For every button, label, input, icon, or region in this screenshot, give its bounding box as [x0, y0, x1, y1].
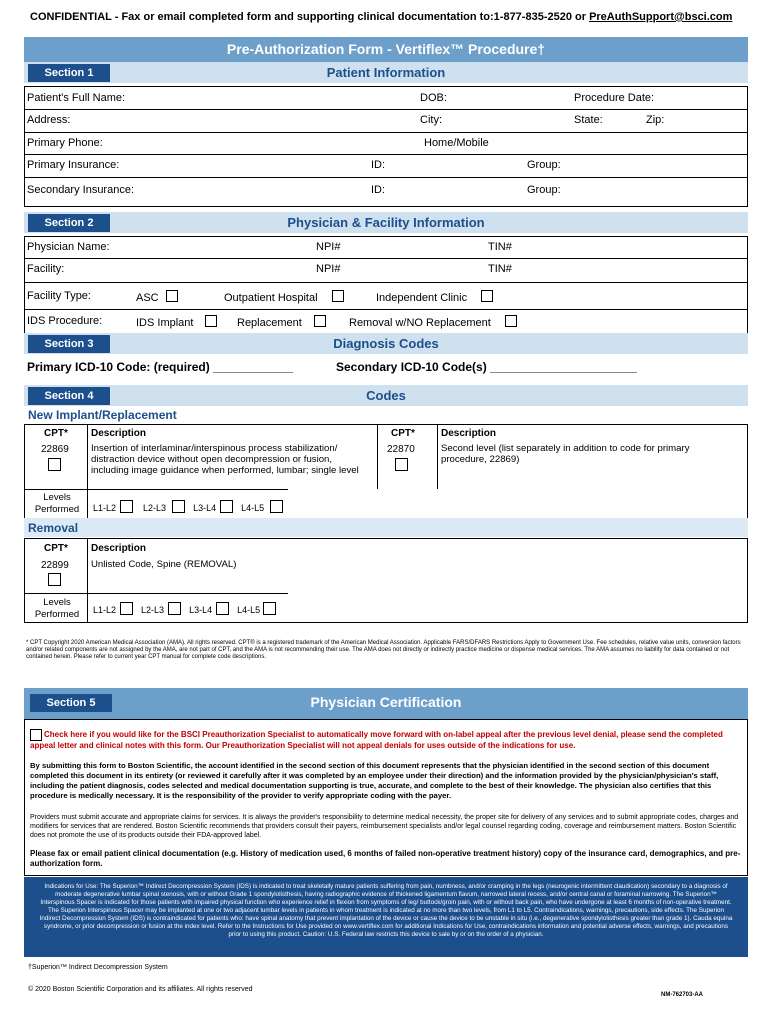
level-l4-l5-label: L4-L5: [241, 503, 265, 513]
level-l1-l2-label: L1-L2: [93, 605, 117, 615]
indications-text: Indications for Use: The Superion™ Indirect Decompression System (IDS) is indicated to treat skeletally mature patients suffering from pain, numbness, and/or cramping in the legs (neurogenic intermittent claudication) secondary to a diagnosis of moderate degenerative lumbar spinal stenosis, with or without Grade 1 spondylolisthesis, having radiographic evidence of thickened ligamentum flavum, narrowed lateral recess, and/or central canal or foraminal narrowing. The Superion™ Interspinous Spacer is indicated for those patients with impaired physical function who experience relief in flexion from symptoms of leg/ buttock/groin pain, with or without back pain, who have undergone at least 6 months of non-operative treatment. The Superion Interspinous Spacer may be implanted at one or two adjacent lumbar levels in patients in whom treatment is indicated at no more than two levels, from L1 to L5. Contraindications, warnings, precautions, side effects. The Superion Indirect Decompression System (IDS) is contraindicated for patients who: have spinal anatomy that prevent implantation of the device or cause the device to be unstable in situ (i.e., degenerative spondylolisthesis greater than grade 1). Cauda equina syndrome, or prior decompression or fusion at the index level. Refer to the Instructions for Use provided on www.vertiflex.com for additional Indications for Use, contraindications information and potential adverse effects, warnings, and precautions prior to using this product. Caution: U.S. Federal law restricts this device to sale by or on the order of a physician.: [39, 883, 733, 938]
secondary-insurance-field[interactable]: Secondary Insurance:: [27, 184, 135, 196]
confidential-header: [30, 11, 732, 23]
replacement-checkbox[interactable]: [314, 315, 326, 327]
independent-option[interactable]: [376, 290, 493, 304]
form-title: Pre-Authorization Form - Vertiflex™ Procedure†: [24, 37, 748, 62]
asc-option[interactable]: [136, 290, 178, 304]
primary-icd-field[interactable]: Primary ICD-10 Code: (required) ____________: [27, 360, 294, 374]
primary-id-field[interactable]: ID:: [371, 159, 386, 171]
cpt-code-22870: 22870: [387, 444, 415, 455]
removal-no-label: Removal w/NO Replacement: [349, 317, 491, 329]
tin-field-2[interactable]: TIN#: [488, 263, 512, 275]
primary-group-field[interactable]: Group:: [527, 159, 561, 171]
cpt-22899-checkbox[interactable]: [48, 573, 61, 586]
section3-title: Diagnosis Codes: [333, 336, 439, 351]
independent-checkbox[interactable]: [481, 290, 493, 302]
desc-22870: Second level (list separately in addition to code for primary procedure, 22869): [441, 443, 690, 466]
document-id: NM-762703-AA: [661, 992, 704, 998]
cpt-header-3: CPT*: [44, 543, 68, 554]
level-l3-l4-label: L3-L4: [189, 605, 213, 615]
section3-tag: Section 3: [28, 335, 110, 353]
procedure-date-field[interactable]: Procedure Date:: [574, 92, 655, 104]
removal-level-l3-l4-checkbox[interactable]: [216, 602, 229, 615]
secondary-id-field[interactable]: ID:: [371, 184, 386, 196]
ids-procedure-label: IDS Procedure:: [27, 315, 103, 327]
npi-field-2[interactable]: NPI#: [316, 263, 341, 275]
level-l2-l3-label: L2-L3: [143, 503, 167, 513]
section5-header: [24, 688, 748, 719]
removal-bar: [24, 518, 748, 537]
certification-text: By submitting this form to Boston Scientific, the account identified in the second section of this document represents that the physician identified in the second section of this document completed this document in its entirety (or reviewed it carefully after it was completed by an employee under their direction) and the information provided by the physician/physician's staff, including the patient diagnosis, codes selected and medical documentation supporting is true, accurate, and complete to the best of their knowledge. The physician also certifies that this procedure is medically necessary. It is the responsibility of the provider to verify appropriate coding with the payer.: [30, 761, 719, 800]
section4-title: Codes: [366, 388, 406, 403]
appeal-text: Check here if you would like for the BSCI Preauthorization Specialist to automatically move forward with on-label appeal after the previous level denial, please send the completed appeal letter and clinical notes with this form. Our Preauthorization Specialist will not appeal denials for uses outside of the indications for use.: [30, 730, 723, 750]
level-l4-l5-label: L4-L5: [237, 605, 261, 615]
cpt-header-1: CPT*: [44, 428, 68, 439]
npi-field-1[interactable]: NPI#: [316, 241, 341, 253]
level-l4-l5-checkbox[interactable]: [270, 500, 283, 513]
section4-header: [24, 385, 748, 406]
asc-label: ASC: [136, 292, 159, 304]
removal-level-l1-l2-checkbox[interactable]: [120, 602, 133, 615]
section1-title: Patient Information: [326, 65, 446, 80]
city-field[interactable]: City:: [420, 114, 442, 126]
cpt-22869-checkbox[interactable]: [48, 458, 61, 471]
replacement-label: Replacement: [237, 317, 302, 329]
removal-heading: Removal: [28, 521, 79, 535]
tin-field-1[interactable]: TIN#: [488, 241, 512, 253]
ids-implant-option[interactable]: [136, 315, 217, 329]
removal-no-option[interactable]: [349, 315, 517, 329]
section5-tag: Section 5: [30, 694, 112, 712]
footnote: †Superion™ Indirect Decompression System: [28, 964, 168, 971]
section5-title: Physician Certification: [310, 694, 462, 710]
cpt-code-22869: 22869: [41, 444, 69, 455]
section4-tag: Section 4: [28, 387, 110, 405]
section2-title: Physician & Facility Information: [287, 215, 485, 230]
primary-phone-field[interactable]: Primary Phone:: [27, 137, 103, 149]
dob-field[interactable]: DOB:: [420, 92, 447, 104]
new-implant-heading: New Implant/Replacement: [28, 408, 177, 422]
secondary-group-field[interactable]: Group:: [527, 184, 561, 196]
levels-label-1: Levels Performed: [34, 492, 80, 515]
level-l2-l3-label: L2-L3: [141, 605, 165, 615]
levels-options-1: [93, 500, 283, 513]
desc-header-3: Description: [91, 543, 147, 554]
outpatient-checkbox[interactable]: [332, 290, 344, 302]
address-field[interactable]: Address:: [27, 114, 71, 126]
facility-type-label: Facility Type:: [27, 290, 91, 302]
replacement-option[interactable]: [237, 315, 326, 329]
level-l3-l4-checkbox[interactable]: [220, 500, 233, 513]
section2-header: [24, 212, 748, 233]
removal-level-l2-l3-checkbox[interactable]: [168, 602, 181, 615]
cpt-header-2: CPT*: [391, 428, 415, 439]
level-l1-l2-checkbox[interactable]: [120, 500, 133, 513]
levels-label-2: Levels Performed: [34, 597, 80, 620]
desc-header-1: Description: [91, 428, 147, 439]
ids-implant-checkbox[interactable]: [205, 315, 217, 327]
indications-box: [24, 877, 748, 957]
section1-tag: Section 1: [28, 64, 110, 82]
email-link[interactable]: PreAuthSupport@bsci.com: [589, 11, 733, 23]
desc-header-2: Description: [441, 428, 497, 439]
section2-tag: Section 2: [28, 214, 110, 232]
desc-22899: Unlisted Code, Spine (REMOVAL): [91, 559, 237, 570]
cpt-22870-checkbox[interactable]: [395, 458, 408, 471]
asc-checkbox[interactable]: [166, 290, 178, 302]
section3-header: [24, 333, 748, 354]
patient-name-field[interactable]: Patient's Full Name:: [27, 92, 126, 104]
home-mobile-field[interactable]: Home/Mobile: [424, 137, 489, 149]
state-field[interactable]: State:: [574, 114, 603, 126]
outpatient-option[interactable]: [224, 290, 344, 304]
primary-insurance-field[interactable]: Primary Insurance:: [27, 159, 120, 171]
desc-22869: Insertion of interlaminar/interspinous process stabilization/ distraction device without open decompression or fusion, including image guidance when performed, lumbar; single level: [91, 443, 359, 477]
physician-name-field[interactable]: Physician Name:: [27, 241, 110, 253]
removal-no-checkbox[interactable]: [505, 315, 517, 327]
fax-instructions: Please fax or email patient clinical documentation (e.g. History of medication used, 6 months of failed non-operative treatment history) copy of the insurance card, demographics, and pre-authorization form.: [30, 849, 741, 868]
zip-field[interactable]: Zip:: [646, 114, 665, 126]
cpt-copyright-note: * CPT Copyright 2020 American Medical Association (AMA). All rights reserved. CPT® is a registered trademark of the American Medical Association. Applicable FARS/DFARS Restrictions Apply to Government Use. Fee schedules, relative value units, conversion factors and/or related components are not assigned by the AMA, are not part of CPT, and the AMA is not recommending their use. The AMA does not directly or indirectly practice medicine or dispense medical services. The AMA assumes no liability for data contained or not contained herein. Please refer to current year CPT manual for complete code descriptions.: [26, 640, 741, 661]
level-l2-l3-checkbox[interactable]: [172, 500, 185, 513]
levels-options-2: [93, 602, 276, 615]
copyright: © 2020 Boston Scientific Corporation and its affiliates. All rights reserved: [28, 986, 253, 993]
outpatient-label: Outpatient Hospital: [224, 292, 318, 304]
cpt-code-22899: 22899: [41, 560, 69, 571]
confidential-text: CONFIDENTIAL - Fax or email completed form and supporting clinical documentation to:1-877-835-2520 or: [30, 11, 590, 23]
level-l3-l4-label: L3-L4: [193, 503, 217, 513]
ids-implant-label: IDS Implant: [136, 317, 194, 329]
level-l1-l2-label: L1-L2: [93, 503, 117, 513]
section1-header: [24, 62, 748, 83]
independent-label: Independent Clinic: [376, 292, 468, 304]
secondary-icd-field[interactable]: Secondary ICD-10 Code(s) ______________________: [336, 360, 637, 374]
providers-text: Providers must submit accurate and appropriate claims for services. It is always the provider's responsibility to determine medical necessity, the proper site for delivery of any services and to submit appropriate codes, charges and modifiers for services that are rendered. Boston Scientific recommends that providers consult their payers, reimbursement specialists and/or legal counsel regarding coding, coverage and reimbursement matters. Boston Scientific does not promote the use of its products outside their FDA-approved label.: [30, 814, 739, 839]
removal-level-l4-l5-checkbox[interactable]: [263, 602, 276, 615]
facility-field[interactable]: Facility:: [27, 263, 65, 275]
